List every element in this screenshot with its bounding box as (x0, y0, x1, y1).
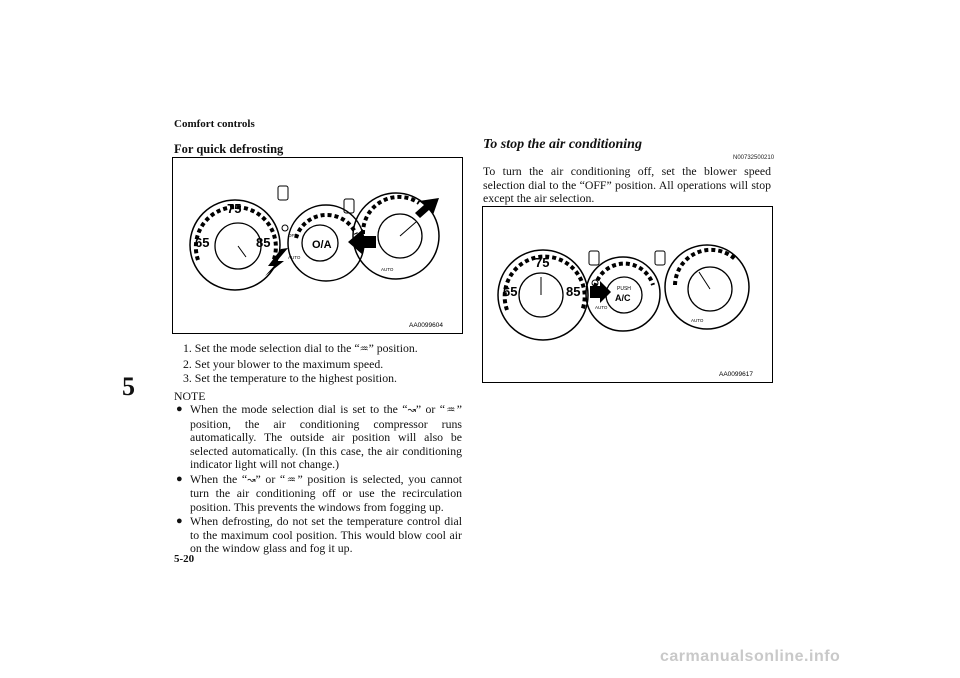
defrost-icon: ♒ (285, 474, 298, 486)
temp-label-65: 65 (503, 284, 518, 299)
blower-auto-label: AUTO (595, 305, 608, 310)
section-header: Comfort controls (174, 118, 255, 130)
step-1: 1. Set the mode selection dial to the “♒” position. (183, 341, 418, 355)
chapter-tab: 5 (122, 372, 135, 401)
temperature-dial (190, 200, 280, 290)
ac-symbol: O/A (312, 239, 332, 251)
push-label: PUSH (617, 286, 631, 292)
mode-auto-label: AUTO (381, 267, 394, 272)
bullet-icon: ● (176, 472, 183, 485)
section-code: N00732500210 (733, 155, 775, 161)
heading-quick-defrosting: For quick defrosting (174, 142, 284, 156)
note-title: NOTE (174, 389, 206, 403)
note-item: ● When defrosting, do not set the temperature control dial to the maximum cool position. This would blow cool air on the window glass and fog it up. (176, 514, 462, 555)
step-2: 2. Set your blower to the maximum speed. (183, 357, 384, 371)
temp-label-75: 75 (227, 201, 242, 216)
outside-air-indicator-icon (655, 251, 665, 265)
temp-label-85: 85 (566, 284, 581, 299)
mode-dial (665, 245, 749, 329)
watermark: carmanualsonline.info (660, 648, 841, 665)
blower-auto-label: AUTO (288, 255, 301, 260)
bullet-icon: ● (176, 515, 183, 527)
defrost-icon: ♒ (359, 344, 369, 355)
mode-auto-label: AUTO (691, 318, 704, 323)
temp-label-85: 85 (256, 235, 271, 250)
fan-icon (282, 225, 288, 231)
blower-off-label: OFF (288, 233, 297, 238)
ac-label: A/C (615, 293, 631, 303)
recirc-indicator-icon (589, 251, 599, 265)
temp-label-75: 75 (535, 255, 550, 270)
floor-defrost-icon: ↝ (407, 405, 416, 416)
stop-ac-paragraph: To turn the air conditioning off, set the blower speed selection dial to the “OFF” position. All operations will stop except the air selection. (483, 164, 771, 205)
heading-stop-ac: To stop the air conditioning (483, 137, 642, 152)
defrost-icon: ♒ (444, 405, 457, 416)
control-panel-illustration (483, 207, 772, 382)
recirc-indicator-icon (278, 186, 288, 200)
note-item: ● When the “↝” or “♒” position is selected, you cannot turn the air conditioning off or use the recirculation position. This prevents the windows from fogging up. (176, 471, 463, 514)
blower-off-label: OFF (593, 289, 602, 294)
figure-quick-defrosting (172, 157, 463, 334)
figure-id: AA0099604 (409, 322, 443, 329)
note-item: ● When the mode selection dial is set to the “↝” or “♒” position, the air conditioning compressor runs automatically. The outside air position will also be selected automatically. (In this case, the air conditioning indicator light will not change.) (176, 402, 463, 471)
step-3: 3. Set the temperature to the highest position. (183, 371, 397, 385)
floor-defrost-icon: ↝ (247, 474, 256, 486)
control-panel-illustration (173, 158, 462, 333)
temp-label-65: 65 (195, 235, 210, 250)
steps-list (183, 341, 418, 385)
temperature-dial (498, 250, 588, 340)
bullet-icon: ● (176, 403, 183, 415)
page-number: 5-20 (174, 553, 195, 565)
figure-stop-ac (482, 206, 773, 383)
notes-list (174, 403, 464, 557)
figure-id: AA0099617 (719, 371, 753, 378)
